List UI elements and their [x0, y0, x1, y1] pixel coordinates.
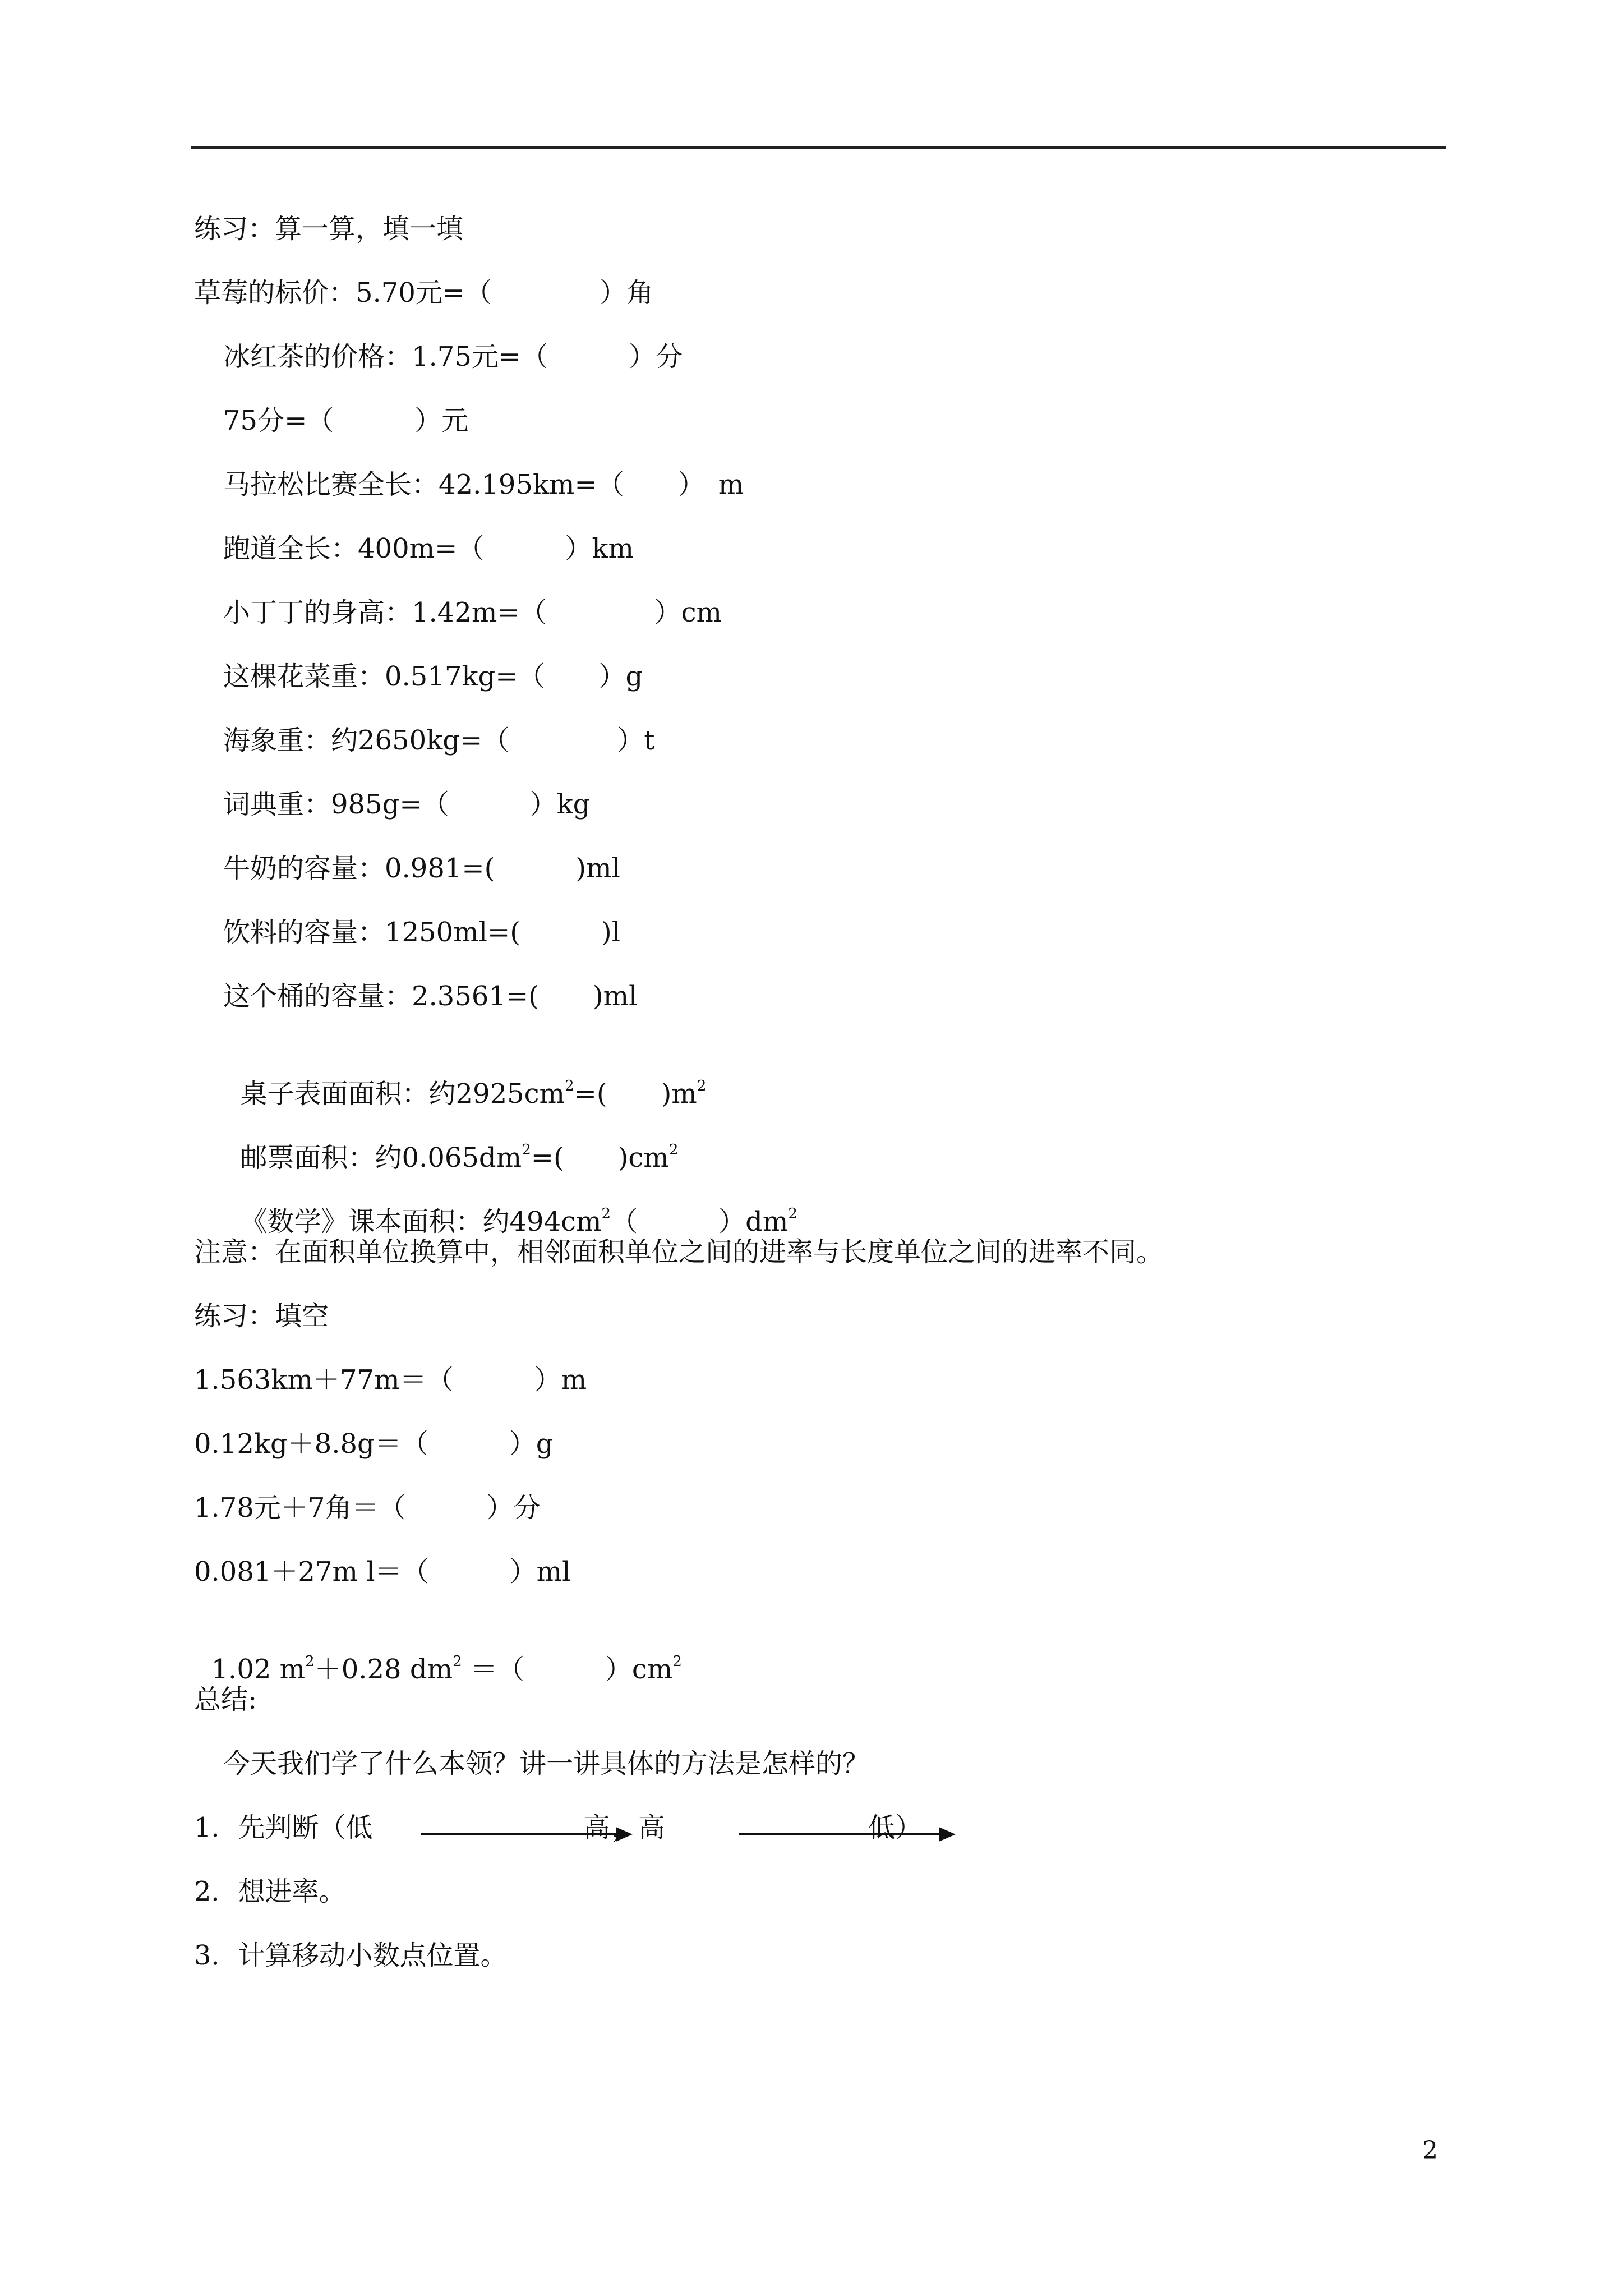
- superscript: 2: [453, 1653, 462, 1670]
- step1-separator: ，高: [611, 1812, 666, 1843]
- exercise-item: 小丁丁的身高：1.42m=（ ）cm: [223, 597, 722, 628]
- exercise-item: [194, 1619, 682, 1686]
- superscript: 2: [565, 1078, 574, 1094]
- item-text: ＝（ ）cm: [462, 1654, 673, 1685]
- exercise-item: 0.081＋27m l＝（ ）ml: [194, 1556, 571, 1588]
- item-text: =( )m: [574, 1078, 697, 1110]
- exercise-item: 马拉松比赛全长：42.195km=（ ） m: [223, 469, 744, 500]
- item-text: 邮票面积：约0.065dm: [240, 1142, 522, 1174]
- exercise-item: 1.78元＋7角＝（ ）分: [194, 1492, 541, 1524]
- exercise-item: 词典重：985g=（ ）kg: [223, 789, 591, 820]
- page-number: 2: [1422, 2136, 1438, 2165]
- exercise-item: 饮料的容量：1250ml=( )l: [223, 917, 621, 948]
- summary-question: 今天我们学了什么本领？讲一讲具体的方法是怎样的？: [223, 1748, 870, 1779]
- header-rule: [191, 146, 1446, 149]
- item-text: 桌子表面面积：约2925cm: [240, 1078, 565, 1110]
- item-text: 《数学》课本面积：约494cm: [240, 1206, 602, 1237]
- superscript: 2: [668, 1142, 679, 1158]
- summary-step-2: 2．想进率。: [194, 1876, 346, 1907]
- superscript: 2: [522, 1142, 531, 1158]
- exercise-item: 这个桶的容量：2.3561=( )ml: [223, 981, 638, 1012]
- exercise-item: [223, 1043, 706, 1111]
- superscript: 2: [601, 1205, 611, 1222]
- exercise-item: 这棵花菜重：0.517kg=（ ）g: [223, 661, 643, 692]
- item-text: =( )cm: [531, 1142, 669, 1174]
- exercise-item: 跑道全长：400m=（ ）km: [223, 533, 634, 564]
- summary-step-1-prefix: 1．先判断（低: [194, 1812, 373, 1843]
- note-text: 注意：在面积单位换算中，相邻面积单位之间的进率与长度单位之间的进率不同。: [194, 1236, 1164, 1268]
- step1-high-label: 高: [583, 1812, 611, 1843]
- exercise-item: 冰红茶的价格：1.75元=（ ）分: [223, 341, 683, 372]
- exercise-item: [223, 1171, 797, 1239]
- item-text: （ ）dm: [611, 1206, 789, 1237]
- summary-step-3: 3．计算移动小数点位置。: [194, 1940, 508, 1971]
- superscript: 2: [788, 1205, 797, 1222]
- item-text: 1.02 m: [211, 1654, 306, 1685]
- exercise-item: 草莓的标价：5.70元=（ ）角: [194, 277, 654, 309]
- exercise-item: 1.563km＋77m＝（ ）m: [194, 1364, 587, 1396]
- exercise-item: [223, 1107, 678, 1175]
- superscript: 2: [672, 1653, 682, 1670]
- exercise-item: 75分=（ ）元: [223, 405, 469, 436]
- superscript: 2: [697, 1078, 707, 1094]
- summary-heading: 总结:: [194, 1684, 257, 1715]
- exercise-item: 牛奶的容量：0.981=( )ml: [223, 853, 620, 884]
- exercise-item: 海象重：约2650kg=（ ）t: [223, 725, 655, 756]
- step1-low-label: 低）: [868, 1812, 923, 1843]
- practice1-heading: 练习：算一算，填一填: [194, 213, 464, 245]
- item-text: ＋0.28 dm: [314, 1654, 453, 1685]
- superscript: 2: [305, 1653, 315, 1670]
- practice2-heading: 练习：填空: [194, 1300, 329, 1332]
- exercise-item: 0.12kg＋8.8g＝（ ）g: [194, 1428, 554, 1460]
